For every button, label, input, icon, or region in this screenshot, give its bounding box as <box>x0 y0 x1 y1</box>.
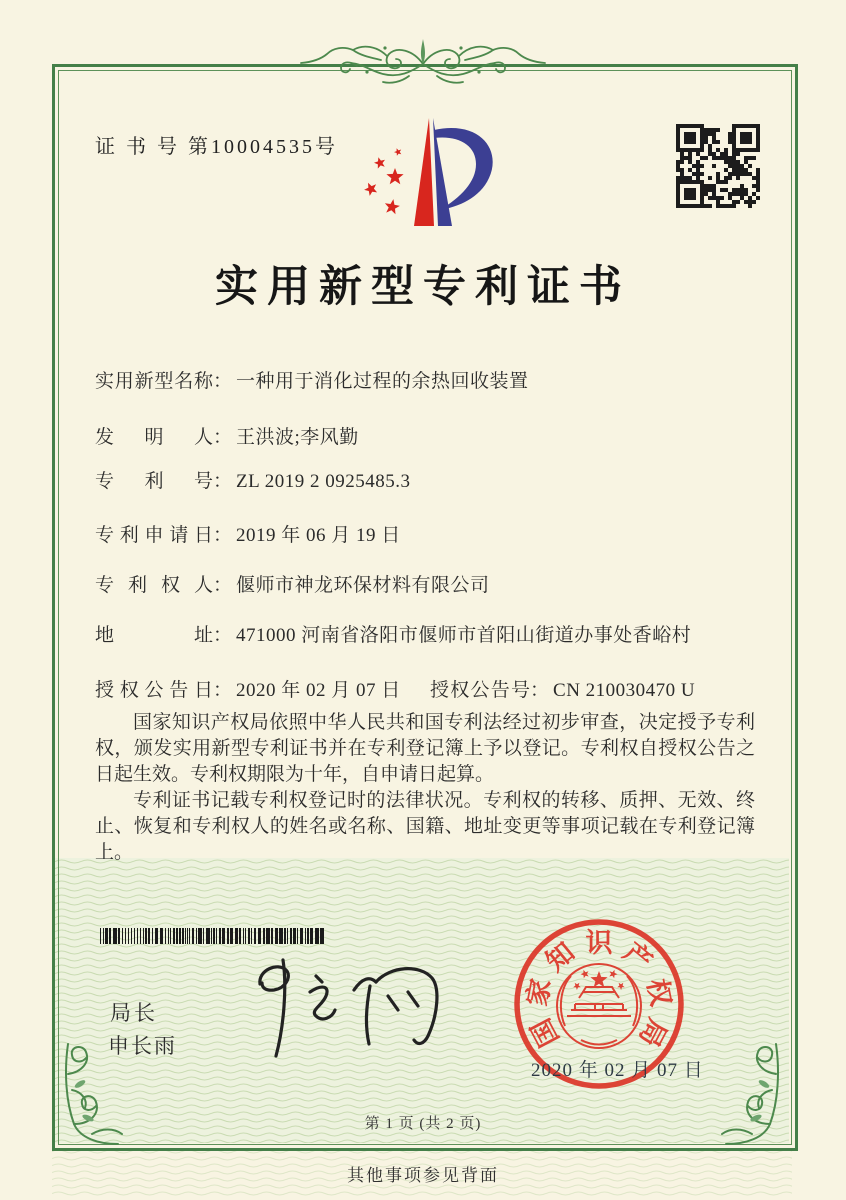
field-value: 471000 河南省洛阳市偃师市首阳山街道办事处香峪村 <box>236 625 692 646</box>
barcode <box>100 928 324 944</box>
field-value: 偃师市神龙环保材料有限公司 <box>236 575 490 596</box>
field-row-inventor: 发明人： 王洪波;李风勤 <box>95 422 755 449</box>
legal-text-block <box>95 710 755 866</box>
seal-char: 知 <box>540 936 581 978</box>
certificate-number: 证 书 号 第10004535号 <box>95 136 338 158</box>
field-label: 发明人 <box>95 427 213 448</box>
field-label: 专利申请日 <box>95 525 213 546</box>
field-row-grant: 授权公告日： 2020 年 02 月 07 日 授权公告号： CN 210030470 U <box>95 675 755 702</box>
field-label: 专利号 <box>95 471 213 492</box>
field-row-patentee: 专利权人： 偃师市神龙环保材料有限公司 <box>95 570 755 597</box>
field-row-invention-name: 实用新型名称： 一种用于消化过程的余热回收装置 <box>95 366 755 393</box>
cnipa-logo-icon <box>350 110 510 238</box>
field-value: 王洪波;李风勤 <box>236 427 359 448</box>
legal-paragraph-2: 专利证书记载专利权登记时的法律状况。专利权的转移、质押、无效、终止、恢复和专利权人的姓名或名称、国籍、地址变更等事项记载在专利登记簿上。 <box>95 790 755 863</box>
grant-number-group: 授权公告号： CN 210030470 U <box>430 675 695 702</box>
seal-char: 家 <box>521 976 557 1009</box>
grant-date-value: 2020 年 02 月 07 日 <box>236 680 401 701</box>
seal-char: 产 <box>617 936 658 978</box>
director-name: 申长雨 <box>108 1034 177 1058</box>
seal-date: 2020 年 02 月 07 日 <box>531 1060 704 1081</box>
grant-number-label: 授权公告号 <box>430 680 530 701</box>
director-title: 局长 <box>110 1001 158 1025</box>
back-side-note: 其他事项参见背面 <box>347 1166 499 1185</box>
seal-char: 国 <box>525 1013 565 1052</box>
page-number: 第 1 页 (共 2 页) <box>364 1116 482 1132</box>
field-value: 一种用于消化过程的余热回收装置 <box>236 371 529 392</box>
field-row-address: 地址： 471000 河南省洛阳市偃师市首阳山街道办事处香峪村 <box>95 620 755 647</box>
field-label: 地址 <box>95 625 213 646</box>
field-label: 实用新型名称 <box>95 371 213 392</box>
certificate-title: 实用新型专利证书 <box>215 264 631 311</box>
seal-char: 识 <box>585 928 613 958</box>
legal-paragraph-1: 国家知识产权局依照中华人民共和国专利法经过初步审查，决定授予专利权，颁发实用新型专利证书并在专利登记簿上予以登记。专利权自授权公告之日起生效。专利权期限为十年，自申请日起算。 <box>95 712 755 785</box>
seal-char: 局 <box>633 1013 673 1052</box>
field-value: 2019 年 06 月 19 日 <box>236 525 401 546</box>
top-floral-ornament-icon <box>293 36 553 96</box>
field-row-patent-number: 专利号： ZL 2019 2 0925485.3 <box>95 466 755 493</box>
qr-code <box>676 124 760 208</box>
field-value: ZL 2019 2 0925485.3 <box>236 471 411 492</box>
director-signature <box>238 952 448 1062</box>
grant-number-value: CN 210030470 U <box>553 680 696 701</box>
field-label: 专利权人 <box>95 575 213 596</box>
grant-date-label: 授权公告日 <box>95 680 213 701</box>
field-row-filing-date: 专利申请日： 2019 年 06 月 19 日 <box>95 520 755 547</box>
seal-char: 权 <box>641 976 677 1009</box>
